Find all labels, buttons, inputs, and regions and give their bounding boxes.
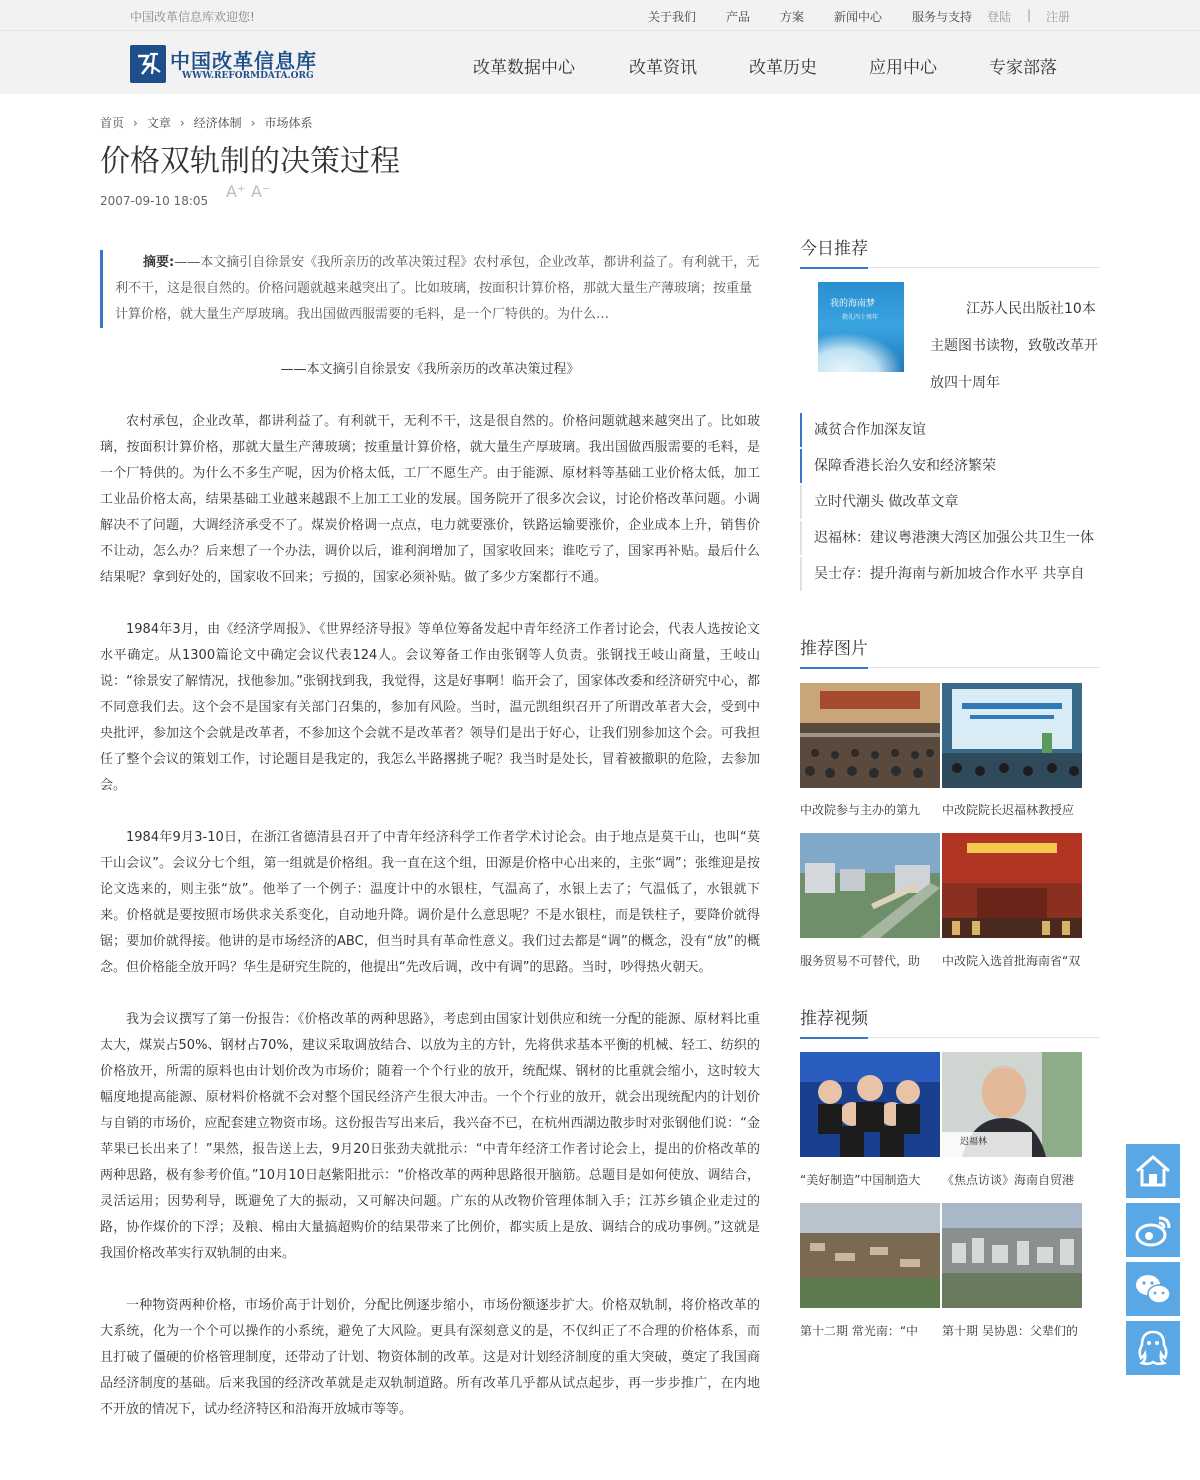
picture-thumb-1[interactable] (800, 683, 940, 788)
book-cover-title: 我的海南梦 (830, 299, 876, 309)
picture-thumb-2[interactable] (942, 683, 1082, 788)
chevron-right-icon: › (250, 116, 256, 130)
today-recommend-title: 今日推荐 (800, 234, 868, 269)
chevron-right-icon: › (179, 116, 185, 130)
recommend-list (800, 413, 1100, 593)
article-title: 价格双轨制的决策过程 (100, 144, 400, 179)
nav-reform-history[interactable]: 改革历史 (749, 58, 817, 78)
book-cover-wave (818, 332, 904, 372)
top-strip (0, 0, 1200, 30)
picture-thumb-3[interactable] (800, 833, 940, 938)
picture-caption-3[interactable]: 服务贸易不可替代，助 (800, 954, 921, 968)
video-thumb-2[interactable] (942, 1052, 1082, 1157)
wechat-icon (1133, 1269, 1173, 1309)
top-divider: | (1027, 8, 1032, 22)
video-thumb-4[interactable] (942, 1203, 1082, 1308)
video-caption-3[interactable]: 第十二期 常光南：“中 (800, 1324, 919, 1338)
recommend-pictures-title: 推荐图片 (800, 634, 868, 669)
breadcrumb-home[interactable]: 首页 (100, 116, 125, 130)
home-float-button[interactable] (1126, 1144, 1180, 1198)
weibo-icon (1133, 1210, 1173, 1250)
article-paragraph: 1984年9月3-10日，在浙江省德清县召开了中青年经济科学工作者学术讨论会。由于地点是莫干山，也叫“莫干山会议”。会议分七个组，第一组就是价格组。我一直在这个组，田源是价格中心出来的，主张“调”；张维迎是按论文选来的，则主张“放”。他举了一个例子：温度计中的水银柱，气温高了，水银上去了；气温低了，水银就下来。价格就是要按照市场供求关系变化，自动地升降。调价是什么意思呢？不是水银柱，而是铁柱子，要降价就得锯；要加价就得接。他讲的是市场经济的ABC，但当时具有革命性意义。我们过去都是“调”的概念，没有“放”的概念。但价格能全放开吗？华生是研究生院的，他提出“先改后调，改中有调”的思路。当时，吵得热火朝天。 (100, 830, 760, 975)
picture-caption-4[interactable]: 中改院入选首批海南省“双 (942, 954, 1081, 968)
nav-app-center[interactable]: 应用中心 (869, 58, 937, 78)
breadcrumb-market-system[interactable]: 市场体系 (264, 116, 313, 130)
article-paragraph: 1984年3月，由《经济学周报》、《世界经济导报》等单位筹备发起中青年经济工作者讨论会，代表人选按论文水平确定。从1300篇论文中确定会议代表124人。会议筹备工作由张钢等人负责。张钢找王岐山商量，王岐山说：“徐景安了解情况，找他参加。”张钢找到我，我觉得，这是好事啊！临开会了，国家体改委和经济研究中心，都不同意我们去。这个会不是国家有关部门召集的，参加有风险。当时，温元凯组织召开了所谓改革者大会，受到中央批评，参加这个会就是改革者，不参加这个会就不是改革者？领导们是出于好心，让我们别参加这个会。可我担任了整个会议的策划工作，讨论题目是我定的，我怎么半路撂挑子呢？我当时是处长，冒着被撤职的危险，去参加会。 (100, 622, 760, 793)
weibo-float-button[interactable] (1126, 1203, 1180, 1257)
book-cover-subtitle: 敬礼四十周年 (842, 314, 879, 321)
book-cover-image[interactable] (818, 282, 904, 372)
picture-caption-1[interactable]: 中改院参与主办的第九 (800, 803, 921, 817)
login-link[interactable]: 登陆 (987, 10, 1012, 24)
list-item[interactable]: 吴士存：提升海南与新加坡合作水平 共享自 (800, 557, 1100, 591)
breadcrumb-economic-system[interactable]: 经济体制 (193, 116, 242, 130)
chevron-right-icon: › (133, 116, 138, 130)
video-caption-4[interactable]: 第十期 吴协恩：父辈们的 (942, 1324, 1078, 1338)
logo-name: 中国改革信息库 (170, 49, 317, 73)
summary-label: 摘要: (143, 255, 175, 270)
font-increase-button[interactable]: A⁺ (226, 182, 246, 201)
register-link[interactable]: 注册 (1046, 10, 1071, 24)
list-item[interactable]: 保障香港长治久安和经济繁荣 (800, 449, 1100, 483)
breadcrumb-articles[interactable]: 文章 (146, 116, 171, 130)
nav-data-center[interactable]: 改革数据中心 (473, 58, 575, 78)
book-recommend-text[interactable]: 江苏人民出版社10本主题图书读物，致敬改革开放四十周年 (930, 301, 1098, 391)
top-link-support[interactable]: 服务与支持 (912, 10, 973, 24)
qq-icon (1133, 1328, 1173, 1368)
article-paragraph: 我为会议撰写了第一份报告：《价格改革的两种思路》，考虑到由国家计划供应和统一分配的能源、原材料比重太大，煤炭占50%、钢材占70%，建议采取调放结合、以放为主的方针，先将供求基本平衡的机械、轻工、纺织的价格放开，所需的原料也由计划价改为市场价；随着一个个行业的放开，统配煤、钢材的比重就会缩小，这时较大幅度地提高能源、原材料价格就不会对整个国民经济产生很大冲击。一个个行业的放开，就会出现统配内的计划价与自销的市场价，应配套建立物资市场。这份报告写出来后，我兴奋不已，在杭州西湖边散步时对张钢他们说：“金苹果已长出来了！”果然，报告送上去，9月20日张劲夫就批示：“中青年经济工作者讨论会上，提出的价格改革的两种思路，极有参考价值。”10月10日赵紫阳批示：“价格改革的两种思路很开脑筋。总题目是如何使放、调结合，灵活运用；因势利导，既避免了大的振动，又可解决问题。广东的从改物价管理体制入手；江苏乡镇企业走过的路，协作煤价的下浮；及粮、棉由大量搞超购价的结果带来了比例价，都实质上是放、调结合的成功事例。”这就是我国价格改革实行双轨制的由来。 (100, 1012, 760, 1261)
nav-reform-news[interactable]: 改革资讯 (629, 58, 697, 78)
video-name-tag: 迟福林 (960, 1137, 988, 1147)
picture-caption-2[interactable]: 中改院院长迟福林教授应 (942, 803, 1075, 817)
logo-mark-icon (130, 45, 166, 83)
top-link-news[interactable]: 新闻中心 (834, 10, 883, 24)
logo-url: WWW.REFORMDATA.ORG (182, 71, 314, 81)
top-link-solutions[interactable]: 方案 (780, 10, 805, 24)
font-decrease-button[interactable]: A⁻ (251, 182, 271, 201)
site-logo[interactable] (130, 45, 330, 85)
video-thumb-1[interactable] (800, 1052, 940, 1157)
summary-text: ——本文摘引自徐景安《我所亲历的改革决策过程》农村承包，企业改革，都讲利益了。有利就干，无利不干，这是很自然的。价格问题就越来越突出了。比如玻璃，按面积计算价格，那就大量生产薄玻璃；按重量计算价格，就大量生产厚玻璃。我出国做西服需要的毛料，是一个厂特供的。为什么… (115, 255, 760, 322)
nav-experts[interactable]: 专家部落 (989, 58, 1057, 78)
video-caption-1[interactable]: “美好制造”中国制造大 (800, 1173, 921, 1187)
recommend-pictures-header (800, 634, 1100, 668)
recommend-videos-header (800, 1004, 1100, 1038)
article-paragraph: 农村承包，企业改革，都讲利益了。有利就干，无利不干，这是很自然的。价格问题就越来越突出了。比如玻璃，按面积计算价格，那就大量生产薄玻璃；按重量计算价格，就大量生产厚玻璃。我出国做西服需要的毛料，是一个厂特供的。为什么不多生产呢，因为价格太低，工厂不愿生产。由于能源、原材料等基础工业价格太低，加工工业品价格太高，结果基础工业越来越跟不上加工工业的发展。国务院开了很多次会议，讨论价格改革问题。小调解决不了问题，大调经济承受不了。煤炭价格调一点点，电力就要涨价，铁路运输要涨价，企业成本上升，销售价不让动，怎么办？后来想了一个办法，调价以后，谁利润增加了，国家收回来；谁吃亏了，国家再补贴。最后什么结果呢？拿到好处的，国家收不回来；亏损的，国家必须补贴。做了多少方案都行不通。 (100, 414, 760, 585)
list-item[interactable]: 减贫合作加深友谊 (800, 413, 1100, 447)
article-summary (100, 250, 760, 328)
recommend-videos-title: 推荐视频 (800, 1004, 868, 1039)
main-header (0, 30, 1200, 94)
home-icon (1133, 1151, 1173, 1191)
top-link-products[interactable]: 产品 (726, 10, 751, 24)
top-link-about[interactable]: 关于我们 (648, 10, 697, 24)
article-paragraph: 一种物资两种价格，市场价高于计划价，分配比例逐步缩小，市场份额逐步扩大。价格双轨制，将价格改革的大系统，化为一个个可以操作的小系统，避免了大风险。更具有深刻意义的是，不仅纠正了不合理的价格体系，而且打破了僵硬的价格管理制度，还带动了计划、物资体制的改革。这是对计划经济制度的重大突破，奠定了我国商品经济制度的基础。后来我国的经济改革就是走双轨制道路。所有改革几乎都从试点起步，再一步步推广，在内地不开放的情况下，试办经济特区和沿海开放城市等等。 (100, 1298, 760, 1417)
welcome-text: 中国改革信息库欢迎您! (130, 10, 255, 24)
top-links (0, 8, 1200, 24)
today-recommend-header (800, 234, 1100, 268)
breadcrumb (100, 114, 313, 131)
article-quote: ——本文摘引自徐景安《我所亲历的改革决策过程》 (280, 362, 580, 377)
article-datetime: 2007-09-10 18:05 (100, 194, 209, 208)
article-body (100, 357, 760, 1449)
video-caption-2[interactable]: 《焦点访谈》海南自贸港 (942, 1173, 1075, 1187)
video-thumb-3[interactable] (800, 1203, 940, 1308)
picture-thumb-4[interactable] (942, 833, 1082, 938)
list-item[interactable]: 迟福林：建议粤港澳大湾区加强公共卫生一体 (800, 521, 1100, 555)
wechat-float-button[interactable] (1126, 1262, 1180, 1316)
list-item[interactable]: 立时代潮头 做改革文章 (800, 485, 1100, 519)
qq-float-button[interactable] (1126, 1321, 1180, 1375)
